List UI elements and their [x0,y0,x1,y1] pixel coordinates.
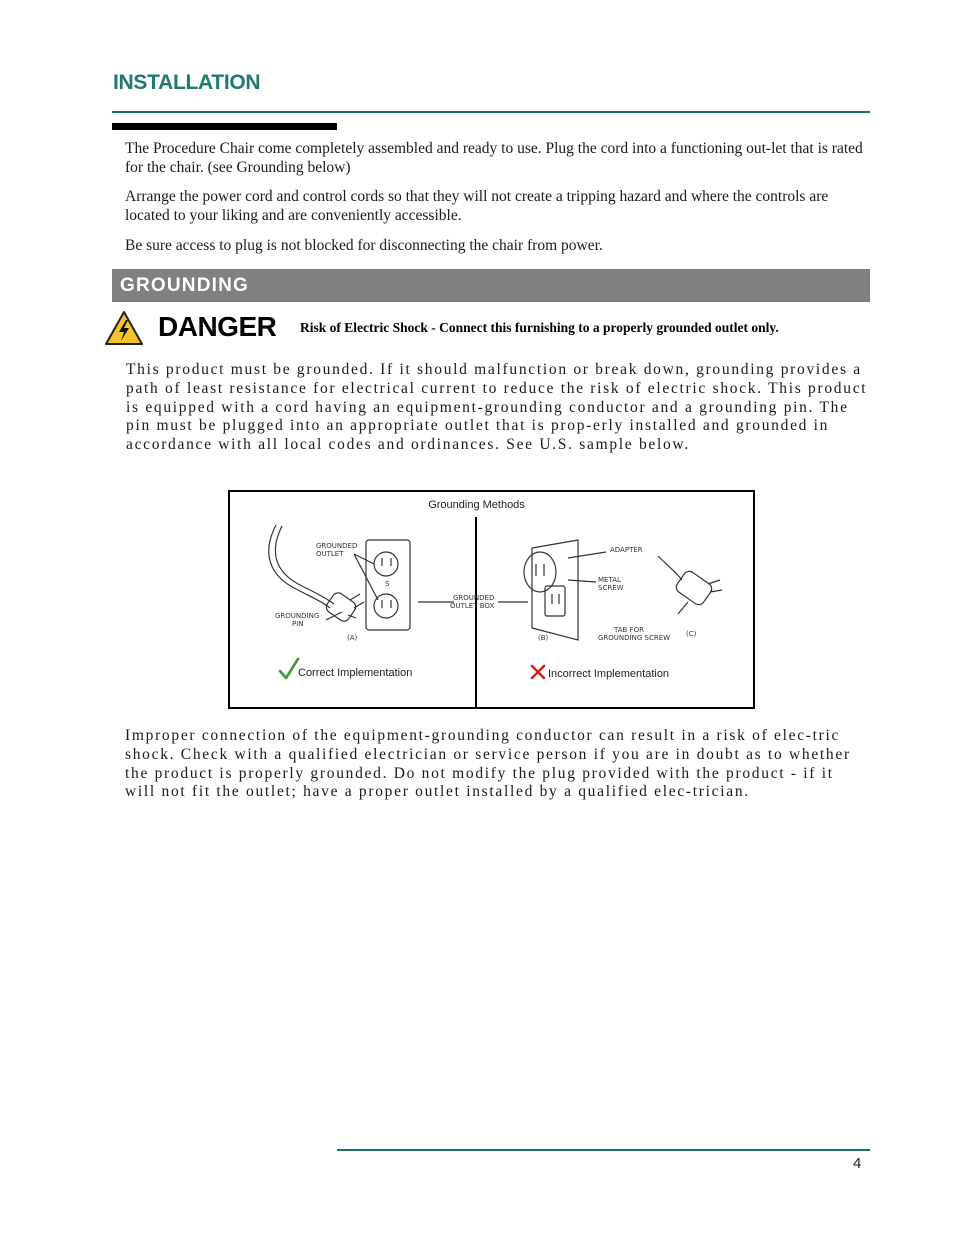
page-number: 4 [853,1155,862,1172]
grounding-paragraph-2: Improper connection of the equipment-grounding conductor can result in a risk of elec-tric shock. Check with a qualified electrician or service person if you are in doubt as to whether the product is properly grounded. Do not modify the plug provided with the product - if it will not fit the outlet; have a proper outlet installed by a qualified elec-trician. [125,727,851,801]
header-rule [112,111,870,113]
adapter-cord [658,556,682,580]
grounding-title: GROUNDING [120,275,250,296]
label-metal-screw-2: SCREW [598,584,624,592]
power-cord-inner [275,526,334,604]
footer-rule [337,1149,870,1151]
label-fig-b: (B) [538,634,549,642]
label-grounded-outlet-box-2: OUTLET BOX [450,602,495,610]
grounding-diagram [258,520,728,650]
grounding-methods-figure [228,490,755,709]
label-tab-grounding-2: GROUNDING SCREW [598,634,671,642]
figure-title: Grounding Methods [428,499,525,511]
label-fig-a: (A) [347,634,358,642]
outlet-plate [532,540,578,640]
installation-paragraph-1: The Procedure Chair come completely assembled and ready to use. Plug the cord into a functioning out-let that is rated for the chair. (see Grounding below) [125,140,863,176]
grounding-paragraph-1: This product must be grounded. If it should malfunction or break down, grounding provides a path of least resistance for electrical current to reduce the risk of electric shock. This product is equipped with a cord having an equipment-grounding conductor and a grounding pin. The pin must be plugged into an appropriate outlet that is prop-erly installed and grounded in accordance with all local codes and ordinances. See U.S. sample below. [126,361,868,454]
section-accent-bar [112,123,337,130]
label-outlet-s: S [385,580,390,588]
electric-hazard-icon [104,310,144,346]
label-grounded-outlet-box-1: GROUNDED [453,594,495,602]
label-adapter: ADAPTER [610,546,643,554]
label-grounded-outlet-1: GROUNDED [316,542,358,550]
label-grounded-outlet-2: OUTLET [316,550,344,558]
incorrect-implementation-label: Incorrect Implementation [548,668,670,680]
checkmark-icon [278,657,300,681]
grounding-banner [112,269,870,302]
danger-heading: DANGER [158,311,277,342]
label-tab-grounding-1: TAB FOR [614,626,644,634]
label-metal-screw-1: METAL [598,576,621,584]
correct-implementation-label: Correct Implementation [298,667,413,679]
label-grounding-pin-2: PIN [292,620,304,628]
x-mark-icon [530,664,546,680]
page-section-title: INSTALLATION [113,71,261,94]
danger-message: Risk of Electric Shock - Connect this furnishing to a properly grounded outlet only. [300,320,779,335]
installation-paragraph-3: Be sure access to plug is not blocked for disconnecting the chair from power. [125,237,603,254]
label-grounding-pin-1: GROUNDING [275,612,320,620]
label-fig-c: (C) [686,630,697,638]
installation-paragraph-2: Arrange the power cord and control cords so that they will not create a tripping hazard and where the controls are located to your liking and are conveniently accessible. [125,188,829,224]
